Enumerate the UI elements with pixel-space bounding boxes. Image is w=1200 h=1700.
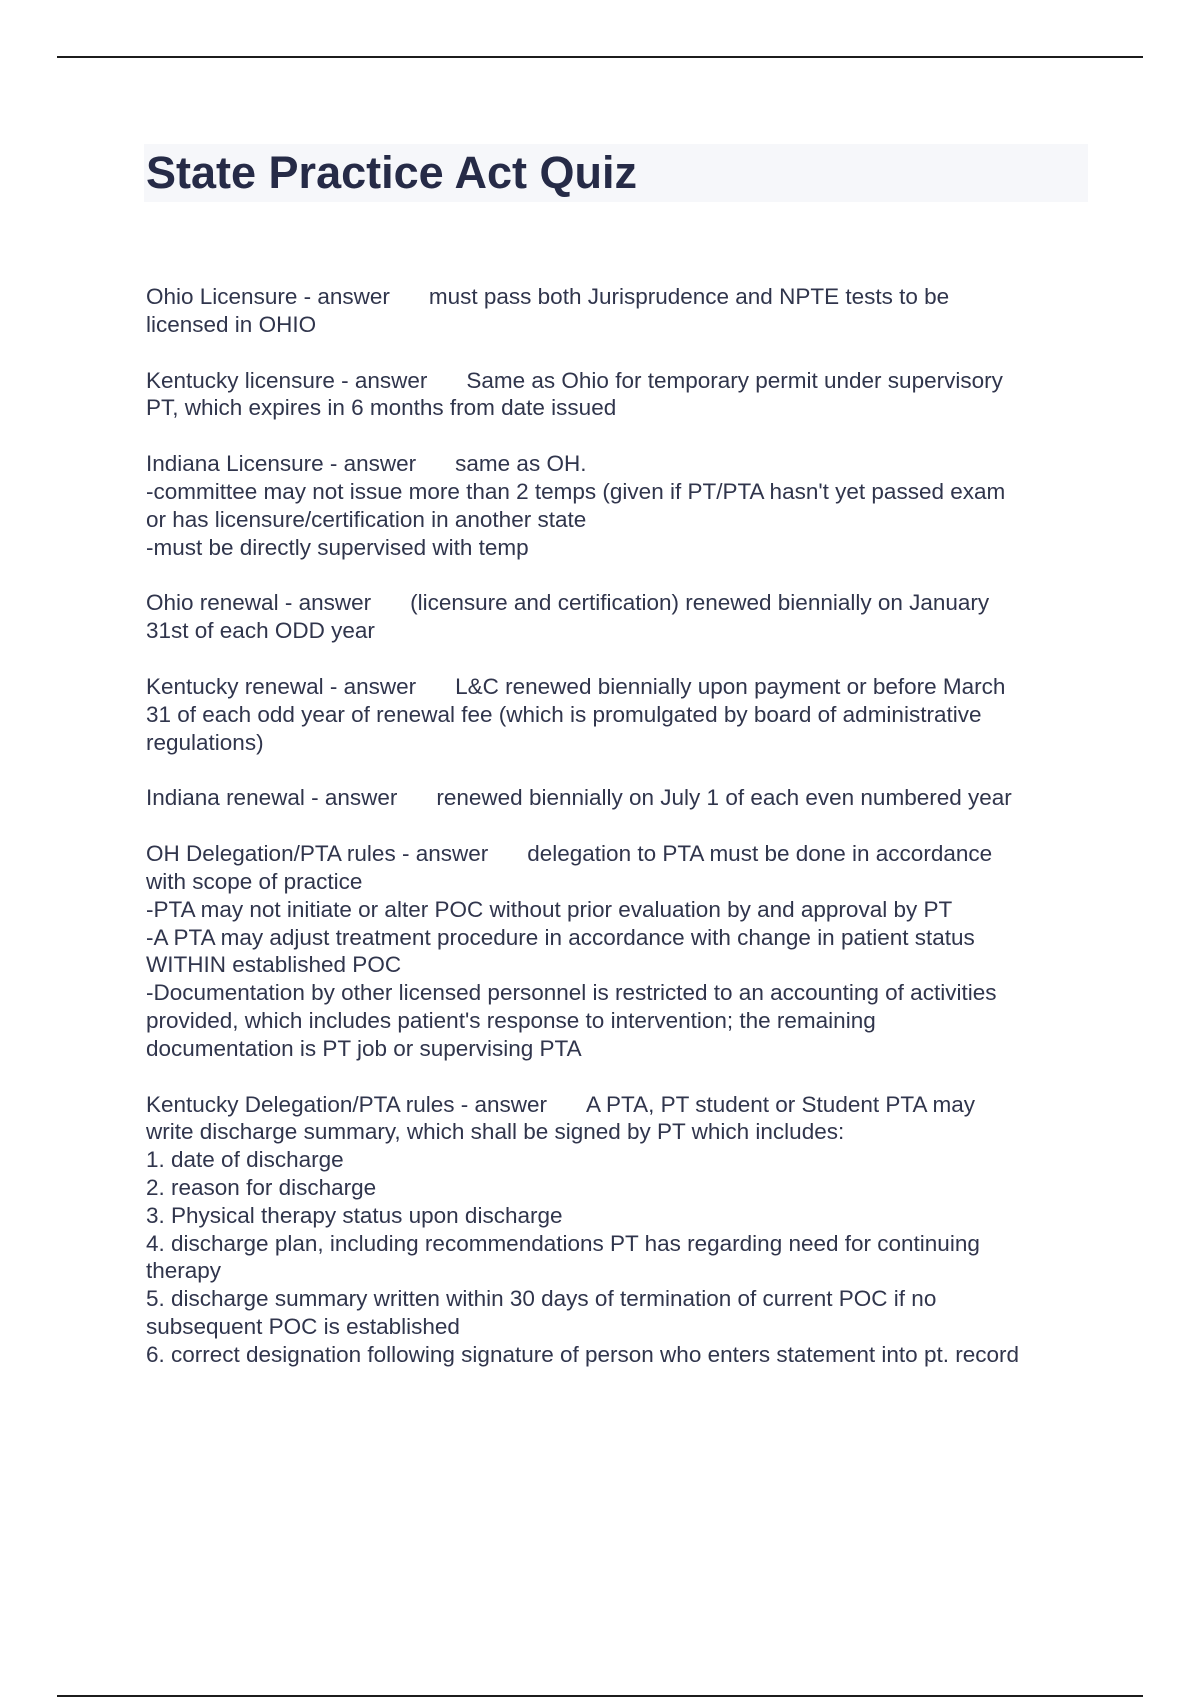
quiz-answer-line: -Documentation by other licensed personnel is restricted to an accounting of activities — [146, 980, 997, 1006]
quiz-answer-line: Same as Ohio for temporary permit under supervisory — [466, 367, 1003, 393]
quiz-item-first-line — [146, 450, 1096, 478]
quiz-term: Kentucky licensure - answer — [146, 367, 428, 393]
quiz-item-first-line — [146, 1091, 1096, 1119]
quiz-answer-line: delegation to PTA must be done in accordance — [527, 841, 993, 867]
quiz-answer-line: write discharge summary, which shall be signed by PT which includes: — [146, 1119, 845, 1145]
quiz-answer-line: 1. date of discharge — [146, 1147, 344, 1173]
quiz-term: OH Delegation/PTA rules - answer — [146, 841, 489, 867]
quiz-answer-line: licensed in OHIO — [146, 311, 317, 337]
quiz-answer-line: -PTA may not initiate or alter POC without prior evaluation by and approval by PT — [146, 896, 953, 922]
quiz-answer-line: with scope of practice — [146, 868, 363, 894]
quiz-answer-line: or has licensure/certification in another state — [146, 506, 587, 532]
quiz-answer-line: 3. Physical therapy status upon discharge — [146, 1202, 563, 1228]
quiz-item — [146, 673, 1096, 756]
quiz-item-first-line — [146, 367, 1096, 395]
quiz-item-first-line — [146, 840, 1096, 868]
quiz-answer-line: 2. reason for discharge — [146, 1174, 377, 1200]
quiz-item — [146, 283, 1096, 339]
quiz-term: Indiana Licensure - answer — [146, 451, 417, 477]
quiz-answer-line: must pass both Jurisprudence and NPTE tests to be — [428, 284, 950, 309]
quiz-content — [146, 283, 1096, 1397]
quiz-answer-line: A PTA, PT student or Student PTA may — [586, 1091, 975, 1117]
quiz-item-first-line — [146, 283, 1096, 311]
quiz-answer-line: 31st of each ODD year — [146, 618, 375, 644]
quiz-term: Kentucky Delegation/PTA rules - answer — [146, 1091, 548, 1117]
quiz-answer-line: therapy — [146, 1258, 222, 1284]
bottom-rule — [57, 1695, 1143, 1697]
quiz-item-first-line — [146, 673, 1096, 701]
quiz-answer-line: documentation is PT job or supervising PTA — [146, 1035, 582, 1061]
quiz-item — [146, 367, 1096, 423]
quiz-answer-line: same as OH. — [455, 451, 587, 477]
quiz-answer-line: 6. correct designation following signature of person who enters statement into pt. record — [146, 1341, 1019, 1367]
quiz-term: Ohio renewal - answer — [146, 590, 372, 616]
quiz-answer-line: -committee may not issue more than 2 temps (given if PT/PTA hasn't yet passed exam — [146, 478, 1006, 504]
quiz-term: Indiana renewal - answer — [146, 785, 398, 811]
quiz-term: Kentucky renewal - answer — [146, 673, 417, 699]
quiz-item — [146, 784, 1096, 812]
quiz-item-first-line — [146, 784, 1096, 812]
quiz-answer-line: -A PTA may adjust treatment procedure in accordance with change in patient status — [146, 924, 975, 950]
quiz-answer-line: (licensure and certification) renewed biennially on January — [410, 590, 990, 616]
quiz-answer-line: 4. discharge plan, including recommendations PT has regarding need for continuing — [146, 1230, 980, 1256]
quiz-item — [146, 840, 1096, 1062]
quiz-item — [146, 1091, 1096, 1369]
quiz-item — [146, 450, 1096, 561]
top-rule — [57, 56, 1143, 58]
quiz-answer-line: 31 of each odd year of renewal fee (which is promulgated by board of administrative — [146, 701, 982, 727]
quiz-term: Ohio Licensure - answer — [146, 284, 390, 309]
quiz-answer-line: 5. discharge summary written within 30 days of termination of current POC if no — [146, 1286, 937, 1312]
quiz-item — [146, 589, 1096, 645]
quiz-item-first-line — [146, 589, 1096, 617]
quiz-answer-line: -must be directly supervised with temp — [146, 534, 529, 560]
quiz-answer-line: renewed biennially on July 1 of each even numbered year — [436, 785, 1012, 811]
quiz-answer-line: WITHIN established POC — [146, 952, 402, 978]
quiz-answer-line: subsequent POC is established — [146, 1313, 460, 1339]
page-title: State Practice Act Quiz — [146, 147, 638, 198]
quiz-answer-line: provided, which includes patient's response to intervention; the remaining — [146, 1007, 876, 1033]
quiz-answer-line: PT, which expires in 6 months from date issued — [146, 395, 617, 421]
quiz-answer-line: L&C renewed biennially upon payment or before March — [455, 673, 1006, 699]
quiz-answer-line: regulations) — [146, 729, 264, 755]
